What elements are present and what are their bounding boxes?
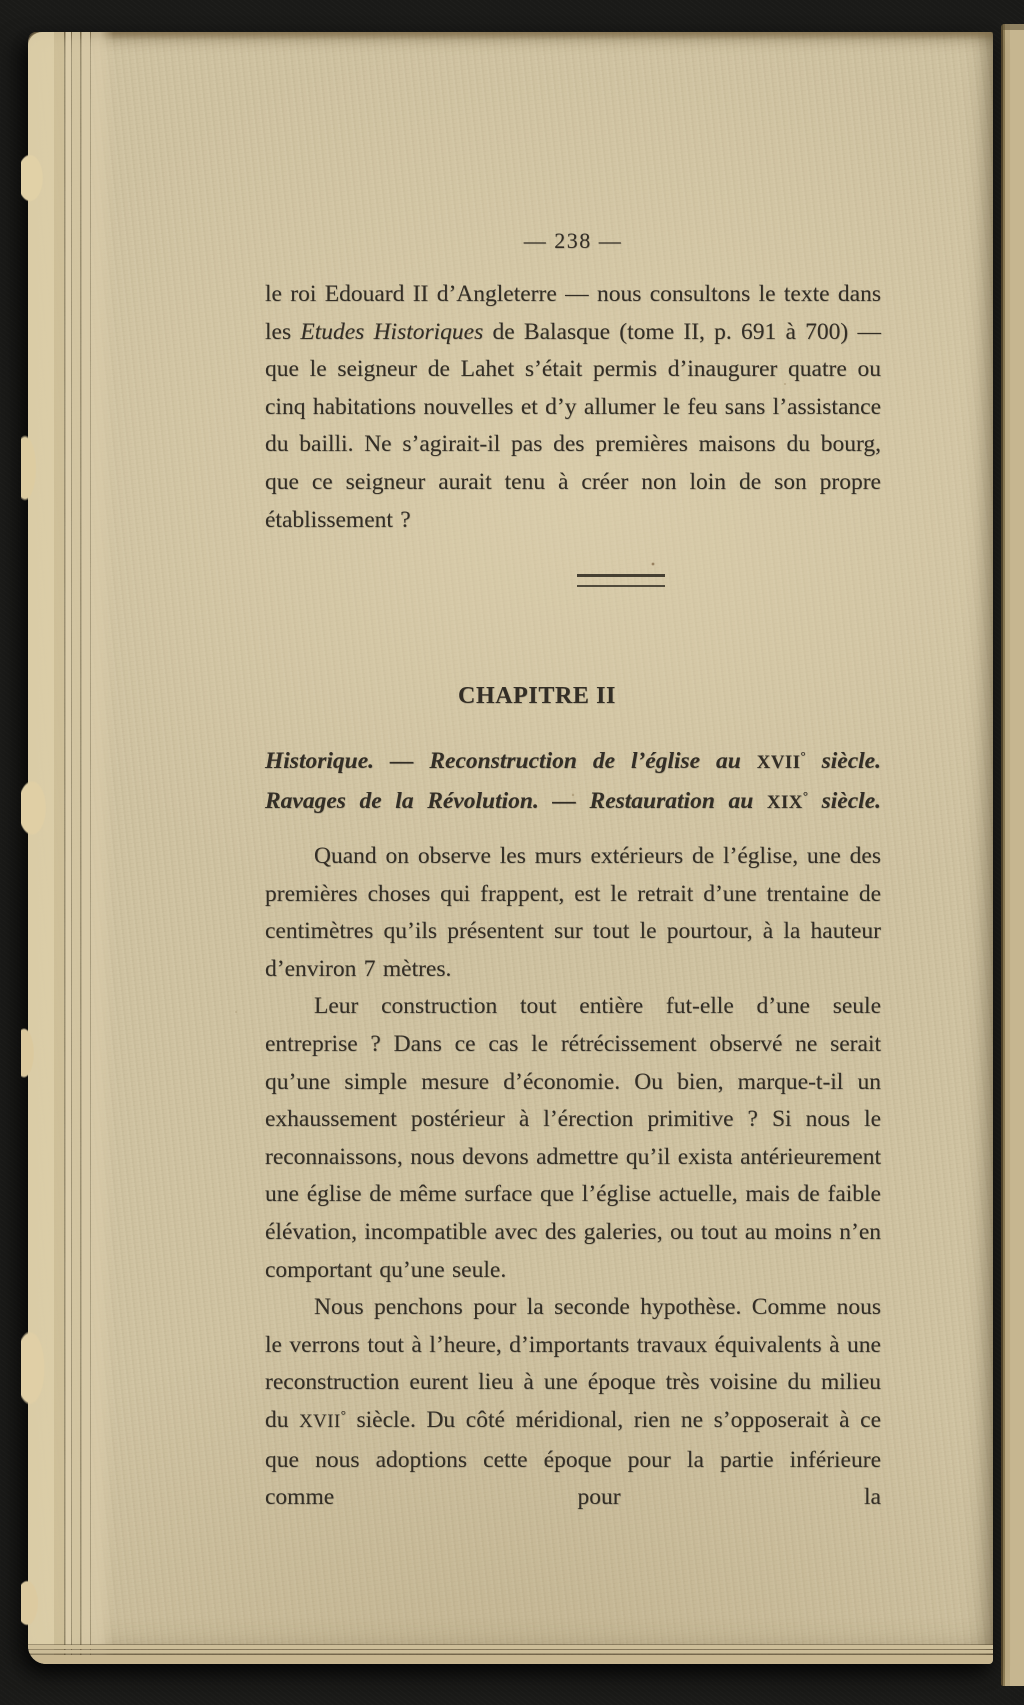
book-title-reference: Etudes Historiques [300,318,484,345]
paragraph3-century-numeral: XVII [299,1410,341,1432]
continuation-paragraph [265,276,881,539]
subtitle1-text: Historique. — Reconstruction de l’église au [265,748,757,774]
subtitle2-text-end: siècle. [808,787,882,814]
chapter-subtitle [265,743,881,822]
subtitle2-century-numeral: XIX [766,791,803,813]
subtitle2-text: Ravages de la Révolution. — Restauration au [265,787,767,814]
chapter-subtitle-line1 [265,743,881,783]
subtitle1-ordinal-mark: ° [800,748,806,763]
section-divider-rule [577,574,665,587]
next-page-edge [1001,24,1024,1686]
body-paragraph-1: Quand on observe les murs extérieurs de l’église, une des premières choses qui frappent, est le retrait d’une trentaine de centimètres qu’ils présentent sur tout le pourtour, à la hauteur d’environ 7 mètres. [265,843,881,982]
subtitle2-ordinal-mark: ° [802,787,809,803]
subtitle1-text-end: siècle. [805,748,881,774]
body-paragraph-2: Leur construction tout entière fut-elle d’une seule entreprise ? Dans ce cas le rétrécissement observé ne serait qu’une simple mesure d’économie. Ou bien, marque-t-il un exhaussement postérieur à l’érection primitive ? Si nous le reconnaissons, nous devons admettre qu’il exista antérieurement une église de même surface que l’église actuelle, mais de faible élévation, incompatible avec des galeries, ou tout au moins n’en comportant qu’une seule. [265,993,881,1283]
bottom-page-edges [28,1628,993,1664]
left-deckle-edge [21,38,57,1660]
paragraph3-text-end: siècle. Du côté méridional, rien ne s’opposerait à ce que nous adoptions cette époque pour la partie inférieure comme pour la [265,1406,881,1511]
page-number: — 238 — [523,228,623,253]
paragraph3-ordinal-mark: ° [340,1406,346,1422]
page-top-edge [28,32,993,40]
chapter-subtitle-line2 [265,783,881,823]
continuation-text-post: de Balasque (tome II, p. 691 à 700) — que le seigneur de Lahet s’était permis d’inaugurer quatre ou cinq habitations nouvelles et d’y allumer le feu sans l’assistance du bailli. Ne s’agirait-il pas des premières maisons du bourg, que ce seigneur aurait tenu à créer non loin de son propre établissement ? [265,318,882,533]
subtitle1-century-numeral: XVII [756,752,801,773]
body-paragraph-3 [265,1289,881,1517]
chapter-title: CHAPITRE II [458,683,616,709]
paragraph3-text: Nous penchons pour la seconde hypothèse. Comme nous le verrons tout à l’heure, d’importants travaux équivalents à une reconstruction eurent lieu à une époque très voisine du milieu du [265,1294,881,1433]
body-text-block [265,838,881,1517]
book-page [28,32,993,1664]
continuation-text-pre: le roi Edouard II d’Angleterre — nous consultons le texte dans les [265,281,881,345]
